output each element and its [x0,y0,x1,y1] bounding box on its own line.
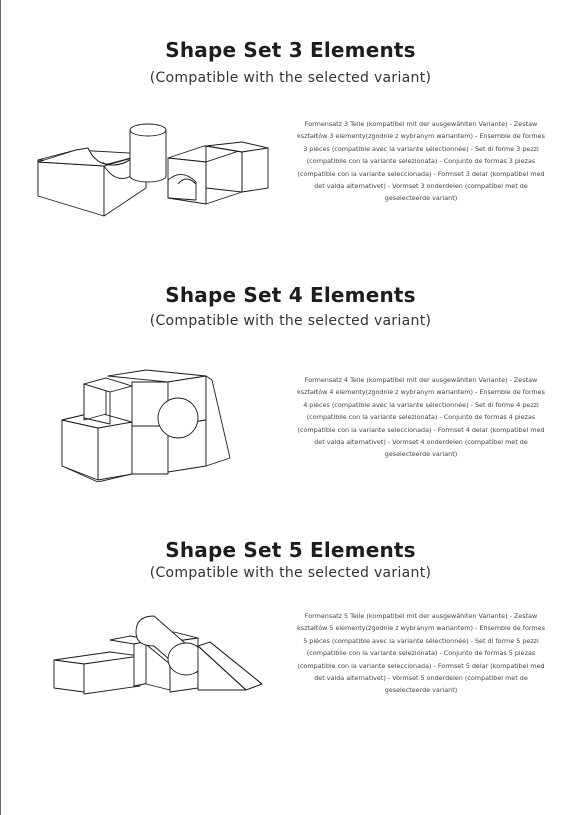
section-subtitle: (Compatible with the selected variant) [149,70,432,86]
section-subtitle: (Compatible with the selected variant) [149,565,432,581]
page-left-border [0,0,1,815]
section-title: Shape Set 5 Elements [165,538,416,562]
shape-set-5-illustration-icon [50,612,270,702]
section-title: Shape Set 4 Elements [165,283,416,307]
section-description: Formensatz 4 Teile (kompatibel mit der ausgewählten Variante) - Zestaw kształtów 4 elementy(zgodnie z wybranym wariantem) - Ensemble de formes 4 pièces (compatible avec la variante sélectionnée) - Set di forme 4 pezzi (compatibile con la variante selezionata) - Conjunto de formas 4 piezas (compatible con la variante seleccionada) - Formset 4 delar (kompatibel med det valda alternativet) - Vormset 4 onderdelen (compatibel met de geselecteerde variant) [297,376,545,459]
section-title: Shape Set 3 Elements [165,38,416,62]
shape-set-4-illustration-icon [56,362,236,482]
section-description: Formensatz 3 Teile (kompatibel mit der ausgewählten Variante) - Zestaw kształtów 3 elementy(zgodnie z wybranym wariantem) - Ensemble de formes 3 pièces (compatible avec la variante sélectionnée) - Set di forme 3 pezzi (compatibile con la variante selezionata) - Conjunto de formas 3 piezas (compatible con la variante seleccionada) - Formset 3 delar (kompatibel med det valda alternativet) - Vormset 3 onderdelen (compatibel met de geselecteerde variant) [297,120,545,203]
shape-set-3-illustration-icon [36,122,286,218]
section-subtitle: (Compatible with the selected variant) [149,313,432,329]
section-description: Formensatz 5 Teile (kompatibel mit der ausgewählten Variante) - Zestaw kształtów 5 elementy(zgodnie z wybranym wariantem) - Ensemble de formes 5 pièces (compatible avec la variante sélectionnée) - Set di forme 5 pezzi (compatibile con la variante selezionata) - Conjunto de formas 5 piezas (compatible con la variante seleccionada) - Formset 5 delar (kompatibel med det valda alternativet) - Vormset 5 onderdelen (compatibel met de geselecteerde variant) [297,612,545,695]
